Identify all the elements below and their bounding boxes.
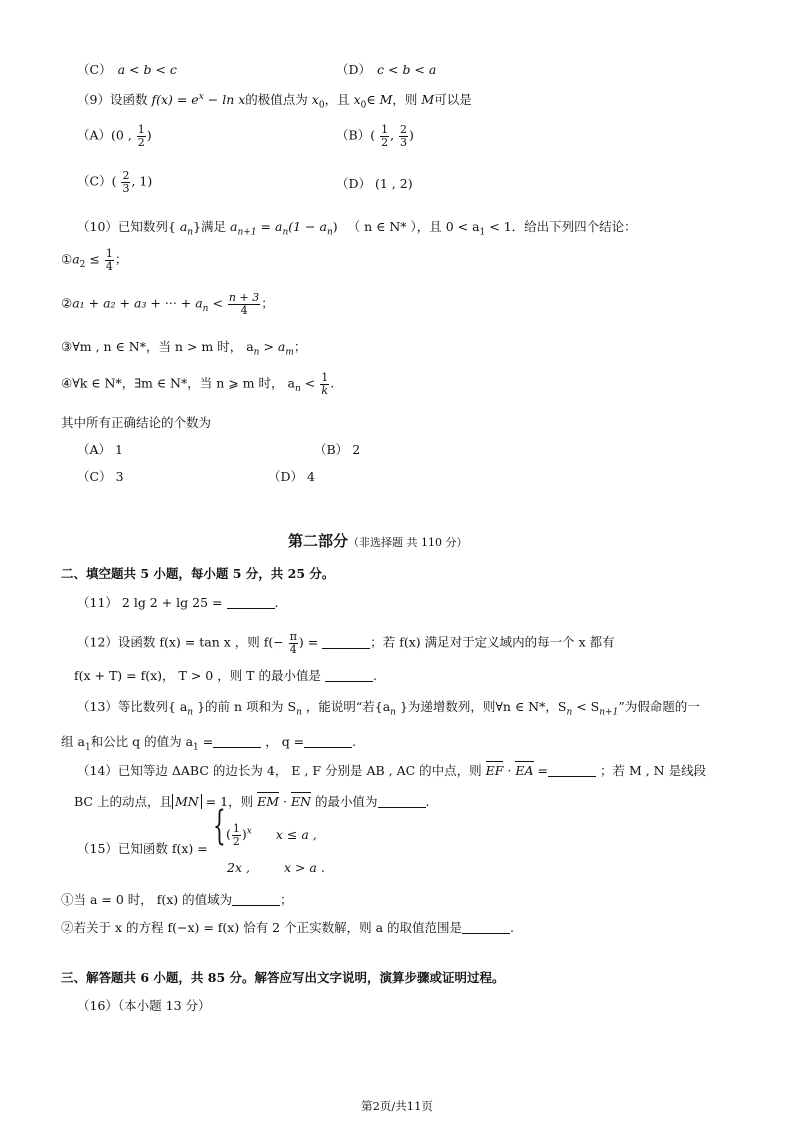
q10-option-c: （C） 3 <box>77 469 124 484</box>
part2-heading: 第二部分（非选择题 共 110 分） <box>288 532 468 550</box>
q9-option-d: （D） (1 , 2) <box>336 176 413 191</box>
q12-line1: （12）设函数 f(x) = tan x ，则 f(− $\frac{\pi}{4}$ ) = ；若 f(x) 满足对于定义域内的每一个 x 都有 <box>77 630 615 656</box>
q14-answer-blank-2[interactable] <box>378 795 426 808</box>
q9-stem: （9）设函数 $f(x) = e^x - \ln x$的极值点为 $x_0$，且 $x_0\in$ M，则 M可以是 <box>77 92 472 111</box>
q15-stem: （15）已知函数 f(x) = <box>77 841 208 856</box>
q9-option-b: （B）( $\frac{1}{2}$ , $\frac{2}{3}$ ) <box>336 123 414 149</box>
q14-line2: BC 上的动点，且 MN = 1，则 EM · EN 的最小值为 . <box>74 794 430 809</box>
q10-option-b: （B） 2 <box>314 442 361 457</box>
section2-title: 二、填空题共 5 小题，每小题 5 分，共 25 分。 <box>61 566 335 581</box>
q12-answer-blank-2[interactable] <box>325 669 373 682</box>
q10-statement-2: ②a₁ + a₂ + a₃ + ··· + $a_n$ < $\frac{n + 3}{4}$ ； <box>61 291 274 317</box>
q15-part-2: ②若关于 x 的方程 f(−x) = f(x) 恰有 2 个正实数解，则 a 的取值范围是 . <box>61 920 514 935</box>
q11-answer-blank[interactable] <box>227 596 275 609</box>
q8-option-c: （C） a < b < c <box>77 62 177 77</box>
q15-case-1: ( $\frac{1}{2}$ )$^x$ x ≤ a , <box>226 822 317 848</box>
q14-answer-blank-1[interactable] <box>548 764 596 777</box>
q10-option-a: （A） 1 <box>77 442 123 457</box>
q10-statement-3: ③∀m , n ∈ N*，当 n > m 时， $a_n > a_m$； <box>61 339 307 358</box>
q15-answer-blank-2[interactable] <box>462 921 510 934</box>
q9-option-a: （A）(0 , $\frac{1}{2}$ ) <box>77 123 152 149</box>
q15-answer-blank-1[interactable] <box>232 893 280 906</box>
q9-option-c: （C）( $\frac{2}{3}$ , 1) <box>77 169 153 195</box>
q15-case-2: 2x , x > a . <box>227 860 325 875</box>
q13-line2: 组 $a_1$和公比 q 的值为 $a_1$ = ， q = . <box>61 734 357 753</box>
q13-answer-blank-2[interactable] <box>304 735 352 748</box>
piecewise-brace: { <box>213 803 226 849</box>
q10-statement-4: ④∀k ∈ N*，∃m ∈ N*，当 n ⩾ m 时， $a_n$ < $\frac{1}{k}$ . <box>61 371 335 397</box>
q10-stem: （10）已知数列{ $a_n$}满足 $a_{n+1} = a_n(1 - a_n)$ （ n ∈ N* ），且 $0 < a_1 < 1$．给出下列四个结论： <box>77 219 637 238</box>
q12-line2: f(x + T) = f(x)， T > 0 ，则 T 的最小值是 . <box>74 668 377 683</box>
q16-header: （16）（本小题 13 分） <box>77 998 211 1013</box>
q12-answer-blank-1[interactable] <box>322 636 370 649</box>
q14-line1: （14）已知等边 ΔABC 的边长为 4， E , F 分别是 AB , AC 的中点，则 EF · EA = ；若 M , N 是线段 <box>77 763 707 778</box>
section3-title: 三、解答题共 6 小题，共 85 分。解答应写出文字说明，演算步骤或证明过程。 <box>61 970 505 985</box>
q13-answer-blank-1[interactable] <box>213 735 261 748</box>
page-footer: 第2页/共11页 <box>361 1099 433 1113</box>
q8-option-d: （D） c < b < a <box>336 62 437 77</box>
q11: （11） 2 lg 2 + lg 25 = . <box>77 595 279 610</box>
q10-question: 其中所有正确结论的个数为 <box>61 415 212 430</box>
q13-line1: （13）等比数列{ $a_n$ }的前 n 项和为 $S_n$ ，能说明“若{$a_n$ }为递增数列，则∀n ∈ N*，$S_n < S_{n+1}$”为假命题的一 <box>77 699 700 718</box>
q10-option-d: （D） 4 <box>268 469 315 484</box>
q15-part-1: ①当 a = 0 时， f(x) 的值域为 ； <box>61 892 293 907</box>
q10-statement-1: $①a_2$ ≤ $\frac{1}{4}$ ； <box>61 247 128 273</box>
